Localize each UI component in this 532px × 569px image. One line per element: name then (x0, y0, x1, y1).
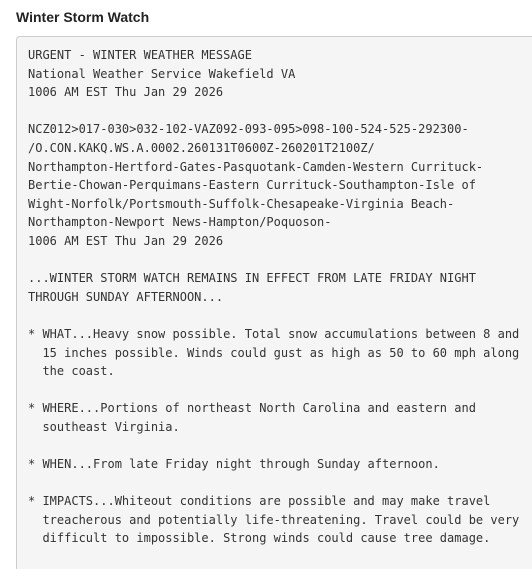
message-line: NCZ012>017-030>032-102-VAZ092-093-095>098-100-524-525-292300- (28, 122, 469, 137)
message-line (28, 474, 519, 493)
message-line: URGENT - WINTER WEATHER MESSAGE (28, 48, 252, 62)
message-line (28, 381, 519, 400)
message-line: the coast. (28, 364, 115, 379)
message-line: * IMPACTS...Whiteout conditions are possible and may make travel (28, 494, 491, 509)
message-line: 15 inches possible. Winds could gust as high as 50 to 60 mph along (28, 345, 520, 360)
message-line (28, 306, 519, 325)
message-line: National Weather Service Wakefield VA (28, 66, 296, 81)
message-line: treacherous and potentially life-threatening. Travel could be very (28, 512, 520, 527)
message-line: Wight-Norfolk/Portsmouth-Suffolk-Chesapeake-Virginia Beach- (28, 196, 455, 211)
message-line: southeast Virginia. (28, 419, 180, 434)
message-line: Northampton-Hertford-Gates-Pasquotank-Camden-Western Currituck- (28, 159, 484, 174)
message-line (28, 251, 519, 270)
message-text (28, 46, 519, 548)
message-line: difficult to impossible. Strong winds could cause tree damage. (28, 531, 491, 546)
message-line: * WHERE...Portions of northeast North Carolina and eastern and (28, 401, 476, 416)
message-line: Bertie-Chowan-Perquimans-Eastern Currituck-Southampton-Isle of (28, 178, 476, 193)
message-line: * WHAT...Heavy snow possible. Total snow accumulations between 8 and (28, 326, 520, 341)
message-line: /O.CON.KAKQ.WS.A.0002.260131T0600Z-260201T2100Z/ (28, 140, 375, 155)
message-line: ...WINTER STORM WATCH REMAINS IN EFFECT FROM LATE FRIDAY NIGHT (28, 271, 476, 286)
message-line: 1006 AM EST Thu Jan 29 2026 (28, 233, 224, 248)
message-line (28, 102, 519, 121)
message-line: THROUGH SUNDAY AFTERNOON... (28, 289, 224, 304)
message-line (28, 436, 519, 455)
alert-title: Winter Storm Watch (16, 9, 150, 25)
message-line: Northampton-Newport News-Hampton/Poquoson- (28, 215, 332, 230)
message-line: * WHEN...From late Friday night through Sunday afternoon. (28, 457, 440, 472)
message-line: 1006 AM EST Thu Jan 29 2026 (28, 85, 224, 100)
message-panel (16, 36, 532, 569)
